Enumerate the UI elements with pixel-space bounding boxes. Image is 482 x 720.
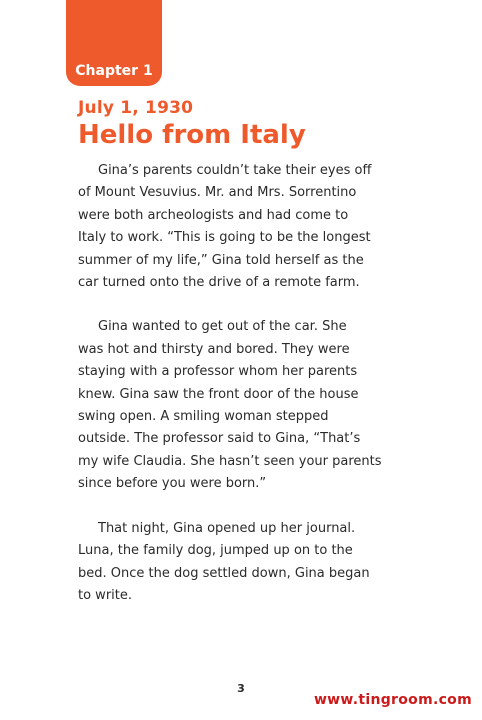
watermark-text: www.tingroom.com: [313, 692, 472, 708]
paragraph-1: [78, 160, 418, 294]
story-text: [78, 160, 418, 629]
text-line: outside. The professor said to Gina, “That’s: [78, 431, 361, 447]
text-line: Gina’s parents couldn’t take their eyes off: [98, 163, 372, 178]
chapter-title: Hello from Italy: [78, 120, 306, 150]
text-line: summer of my life,” Gina told herself as the: [78, 252, 364, 268]
text-line: was hot and thirsty and bored. They were: [78, 341, 350, 357]
text-line: Luna, the family dog, jumped up on to the: [78, 543, 353, 559]
text-line: since before you were born.”: [78, 476, 267, 492]
page-number: 3: [237, 682, 245, 695]
text-line: bed. Once the dog settled down, Gina began: [78, 565, 370, 581]
text-line: swing open. A smiling woman stepped: [78, 409, 329, 425]
text-line: That night, Gina opened up her journal.: [98, 520, 356, 536]
text-line: of Mount Vesuvius. Mr. and Mrs. Sorrentino: [78, 185, 357, 201]
chapter-label: Chapter 1: [75, 63, 153, 79]
chapter-heading: [78, 97, 458, 151]
text-line: my wife Claudia. She hasn’t seen your parents: [78, 453, 382, 469]
chapter-tab: [66, 0, 162, 86]
chapter-date: July 1, 1930: [78, 98, 194, 118]
text-line: staying with a professor whom her parents: [78, 364, 358, 380]
paragraph-2: [78, 316, 418, 495]
text-line: to write.: [78, 587, 132, 603]
text-line: Italy to work. “This is going to be the longest: [78, 230, 371, 246]
text-line: knew. Gina saw the front door of the house: [78, 386, 359, 402]
paragraph-3: [78, 518, 418, 608]
text-line: were both archeologists and had come to: [78, 207, 349, 223]
text-line: car turned onto the drive of a remote farm.: [78, 275, 360, 291]
text-line: Gina wanted to get out of the car. She: [98, 319, 347, 335]
